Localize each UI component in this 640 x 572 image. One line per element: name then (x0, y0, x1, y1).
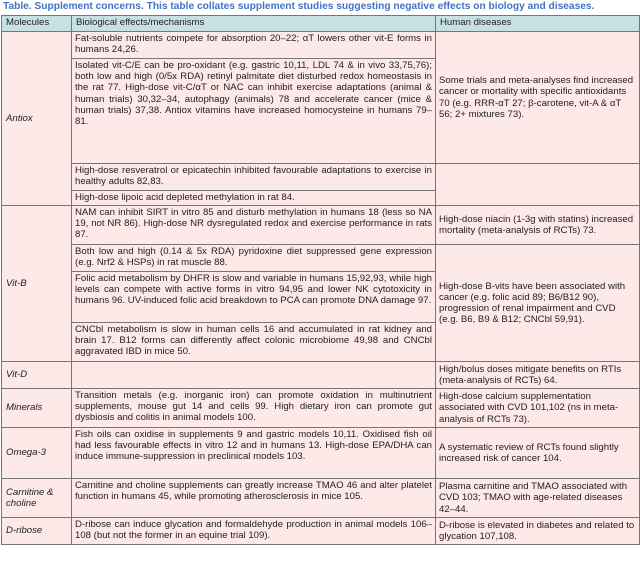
molecule-dribose: D-ribose (2, 518, 72, 545)
effect-cell: Both low and high (0.14 & 5x RDA) pyridoxine diet suppressed gene expression (e.g. Nrf2 & HSPs) in rat muscle 88. (72, 245, 436, 272)
table-row (2, 479, 640, 518)
disease-cell: Some trials and meta-analyses find increased cancer or mortality with specific antioxidants 70 (e.g. RRR-αT 27; β-carotene, vit-A & αT 56; 2+ mixtures 73). (436, 32, 640, 164)
table-row (2, 245, 640, 272)
molecule-minerals: Minerals (2, 389, 72, 428)
molecule-omega3: Omega-3 (2, 428, 72, 479)
disease-cell: High-dose calcium supplementation associated with CVD 101,102 (ns in meta-analysis of RCTs 73). (436, 389, 640, 428)
table-row (2, 32, 640, 59)
effect-cell: High-dose resveratrol or epicatechin inhibited favourable adaptations to exercise in healthy adults 82,83. (72, 164, 436, 191)
header-effects: Biological effects/mechanisms (72, 16, 436, 32)
table-row (2, 389, 640, 428)
disease-cell: D-ribose is elevated in diabetes and related to glycation 107,108. (436, 518, 640, 545)
table-row (2, 164, 640, 191)
effect-cell: Isolated vit-C/E can be pro-oxidant (e.g. gastric 10,11, LDL 74 & in vivo 33,75,76); both low and high (0/5x RDA) retinyl palmitate diet disturbed redox homeostasis in the rat 77. High-dose vit-C/αT or NAC can inhibit exercise adaptations (animal & human trials) 30,32–34, autophagy (animals) 78 and accelerate cancer (mice & human trials) 37,38. Antiox vitamins have increased homocysteine in humans 79–81. (72, 59, 436, 164)
disease-cell: High/bolus doses mitigate benefits on RTIs (meta-analysis of RCTs) 64. (436, 362, 640, 389)
effect-cell: Carnitine and choline supplements can greatly increase TMAO 46 and alter platelet function in humans 45, while promoting atherosclerosis in mice 105. (72, 479, 436, 518)
disease-cell: High-dose niacin (1-3g with statins) increased mortality (meta-analysis of RCTs) 73. (436, 206, 640, 245)
disease-cell-empty (436, 164, 640, 206)
effect-cell: CNCbl metabolism is slow in human cells 16 and accumulated in rat kidney and brain 17. B12 forms can differently affect colonic microbiome 49,98 and CNCbl aggravated IBD in mice 50. (72, 323, 436, 362)
header-row (2, 16, 640, 32)
header-diseases: Human diseases (436, 16, 640, 32)
disease-cell: A systematic review of RCTs found slightly increased risk of cancer 104. (436, 428, 640, 479)
disease-cell: High-dose B-vits have been associated with cancer (e.g. folic acid 89; B6/B12 90), progression of renal impairment and CVD (e.g. B6, B9 & B12; CNCbl 59,91). (436, 245, 640, 362)
effect-cell: High-dose lipoic acid depleted methylation in rat 84. (72, 191, 436, 206)
table-row (2, 518, 640, 545)
header-molecules: Molecules (2, 16, 72, 32)
molecule-vitb: Vit-B (2, 206, 72, 362)
effect-cell (72, 362, 436, 389)
molecule-antiox: Antiox (2, 32, 72, 206)
table-row (2, 362, 640, 389)
disease-cell: Plasma carnitine and TMAO associated with CVD 103; TMAO with age-related diseases 42–44. (436, 479, 640, 518)
table-row (2, 428, 640, 479)
effect-cell: Transition metals (e.g. inorganic iron) can promote oxidation in multinutrient supplements, mouse gut 14 and cells 99. High dietary iron can promote gut dysbiosis and colitis in animal models 100. (72, 389, 436, 428)
supplement-concerns-table (1, 15, 640, 545)
effect-cell: Folic acid metabolism by DHFR is slow and variable in humans 15,92,93, while high levels can compete with active forms in vitro 94,95 and lower NK cytotoxicity in humans 96. UV-induced folic acid breakdown to PCA can promote DNA damage 97. (72, 272, 436, 323)
effect-cell: Fat-soluble nutrients compete for absorption 20–22; αT lowers other vit-E forms in humans 24,26. (72, 32, 436, 59)
effect-cell: NAM can inhibit SIRT in vitro 85 and disturb methylation in humans 18 (less so NA 19, not NR 86). High-dose NR dysregulated redox and exercise performance in rats 87. (72, 206, 436, 245)
effect-cell: Fish oils can oxidise in supplements 9 and gastric models 10,11. Oxidised fish oil had less favourable effects in vitro 12 and in humans 13. High-dose EPA/DHA can induce immune-suppression in preclinical models 103. (72, 428, 436, 479)
effect-cell: D-ribose can induce glycation and formaldehyde production in animal models 106–108 (but not the former in an equine trial 109). (72, 518, 436, 545)
table-caption: Table. Supplement concerns. This table collates supplement studies suggesting negative effects on biology and diseases. (3, 1, 595, 12)
table-row (2, 206, 640, 245)
molecule-vitd: Vit-D (2, 362, 72, 389)
molecule-carnitine: Carnitine & choline (2, 479, 72, 518)
